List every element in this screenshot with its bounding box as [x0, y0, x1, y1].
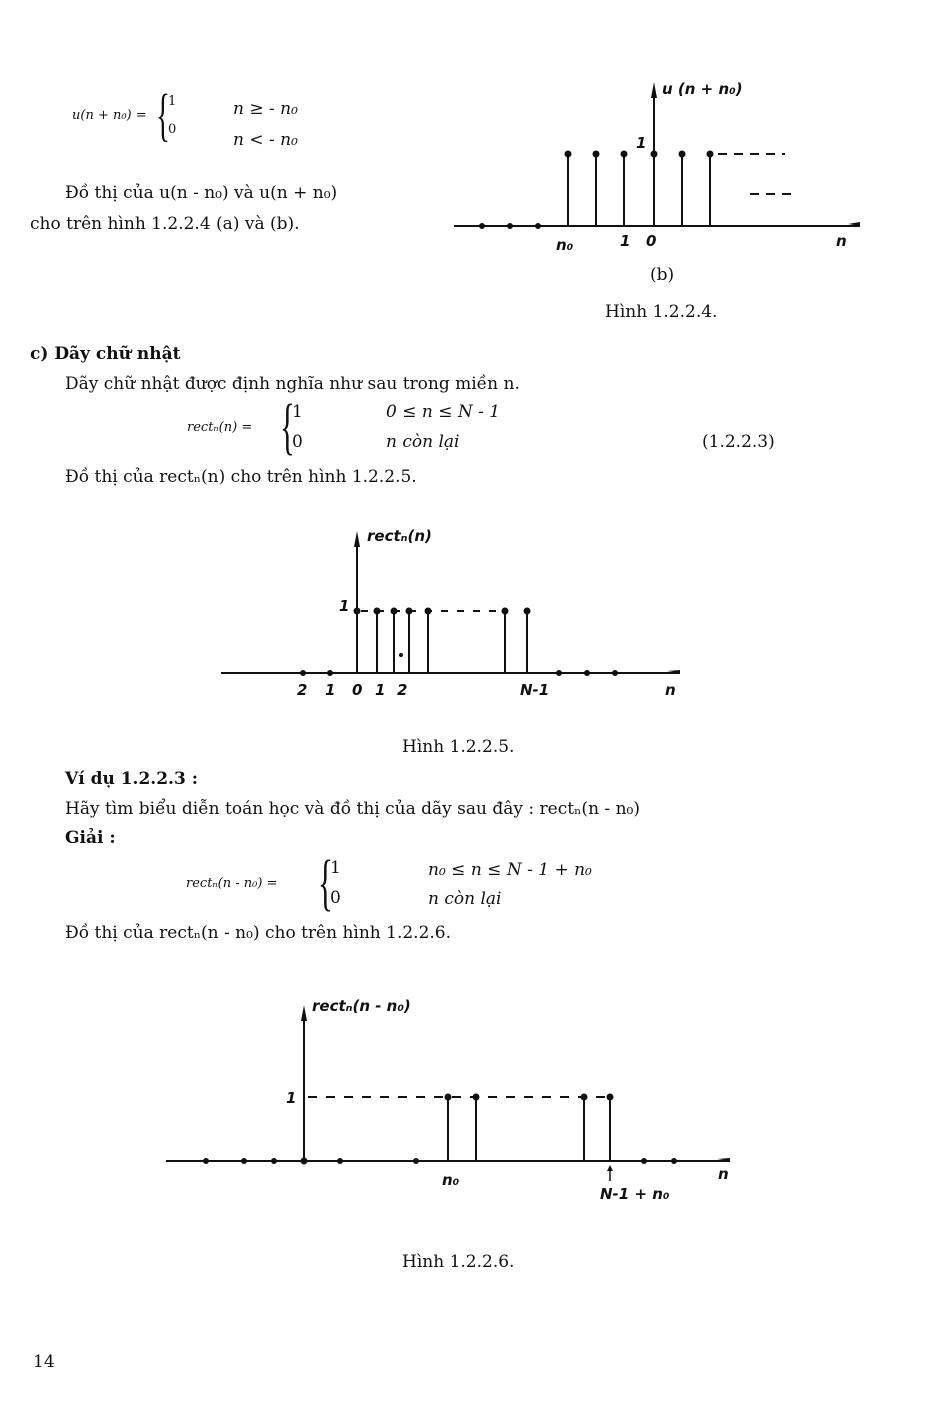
- graph-text-line1: Đồ thị của u(n - n₀) và u(n + n₀): [65, 183, 338, 203]
- udef-case2-value: 0: [168, 122, 177, 137]
- equation-number: (1.2.2.3): [702, 432, 775, 452]
- figure-1-2-2-4: [440, 60, 870, 275]
- rect-def-case2-value: 0: [292, 432, 303, 452]
- example-graph-line: Đồ thị của rectₙ(n - n₀) cho trên hình 1.2.2.6.: [65, 923, 452, 943]
- figure-1-2-2-6: [160, 985, 745, 1215]
- example-def-case1-value: 1: [330, 858, 341, 878]
- example-def-case1-condition: n₀ ≤ n ≤ N - 1 + n₀: [428, 860, 592, 880]
- fig5-tick: 1: [375, 681, 386, 699]
- fig5-tick: 0: [352, 681, 363, 699]
- page-number: 14: [33, 1352, 55, 1372]
- fig5-one-label: 1: [339, 597, 350, 615]
- rect-def-case1-value: 1: [292, 402, 303, 422]
- fig6-caption: Hình 1.2.2.6.: [402, 1252, 515, 1272]
- example-title: Ví dụ 1.2.2.3 :: [65, 769, 198, 789]
- fig5-caption: Hình 1.2.2.5.: [402, 737, 515, 757]
- fig4-tick-n: n: [836, 232, 847, 250]
- example-def-case2-condition: n còn lại: [428, 889, 502, 909]
- fig5-tick: 2: [397, 681, 408, 699]
- example-def-lhs: rectₙ(n - n₀) =: [186, 876, 278, 891]
- udef-brace: {: [156, 82, 170, 147]
- udef-case1-value: 1: [168, 94, 177, 109]
- example-def-brace: {: [318, 849, 333, 917]
- fig5-tick: 1: [325, 681, 336, 699]
- solution-label: Giải :: [65, 828, 116, 848]
- section-c-graph-line: Đồ thị của rectₙ(n) cho trên hình 1.2.2.5.: [65, 467, 417, 487]
- fig6-tick-end: N-1 + n₀: [600, 1185, 670, 1203]
- udef-case1-condition: n ≥ - n₀: [233, 99, 298, 119]
- fig6-one-label: 1: [286, 1089, 297, 1107]
- fig5-tick-N-1: N-1: [520, 681, 550, 699]
- example-def-case2-value: 0: [330, 888, 341, 908]
- fig4-tick-n0: n₀: [556, 236, 574, 254]
- fig5-tick: 2: [297, 681, 308, 699]
- fig4-tick-minus1: 1: [620, 232, 631, 250]
- rect-def-case1-condition: 0 ≤ n ≤ N - 1: [386, 402, 501, 422]
- fig4-caption: Hình 1.2.2.4.: [605, 302, 718, 322]
- fig4-sublabel: (b): [650, 265, 675, 285]
- section-c-title: c) Dãy chữ nhật: [30, 344, 181, 364]
- fig4-one-label: 1: [636, 134, 647, 152]
- figure-1-2-2-5: [215, 515, 695, 705]
- example-question: Hãy tìm biểu diễn toán học và đồ thị của dãy sau đây : rectₙ(n - n₀): [65, 799, 640, 819]
- fig6-tick-n0: n₀: [442, 1171, 460, 1189]
- section-c-intro: Dãy chữ nhật được định nghĩa như sau trong miền n.: [65, 374, 520, 394]
- graph-text-line2: cho trên hình 1.2.2.4 (a) và (b).: [30, 214, 300, 234]
- rect-def-brace: {: [280, 393, 295, 461]
- udef-case2-condition: n < - n₀: [233, 130, 298, 150]
- fig4-ylabel: u (n + n₀): [662, 80, 743, 98]
- fig5-ylabel: rectₙ(n): [367, 527, 432, 545]
- fig4-tick-0: 0: [646, 232, 657, 250]
- rect-def-case2-condition: n còn lại: [386, 432, 460, 452]
- rect-def-lhs: rectₙ(n) =: [187, 420, 253, 435]
- fig5-tick-n: n: [665, 681, 676, 699]
- fig6-tick-n: n: [718, 1165, 729, 1183]
- fig6-ylabel: rectₙ(n - n₀): [312, 997, 411, 1015]
- udef-lhs: u(n + n₀) =: [72, 108, 147, 123]
